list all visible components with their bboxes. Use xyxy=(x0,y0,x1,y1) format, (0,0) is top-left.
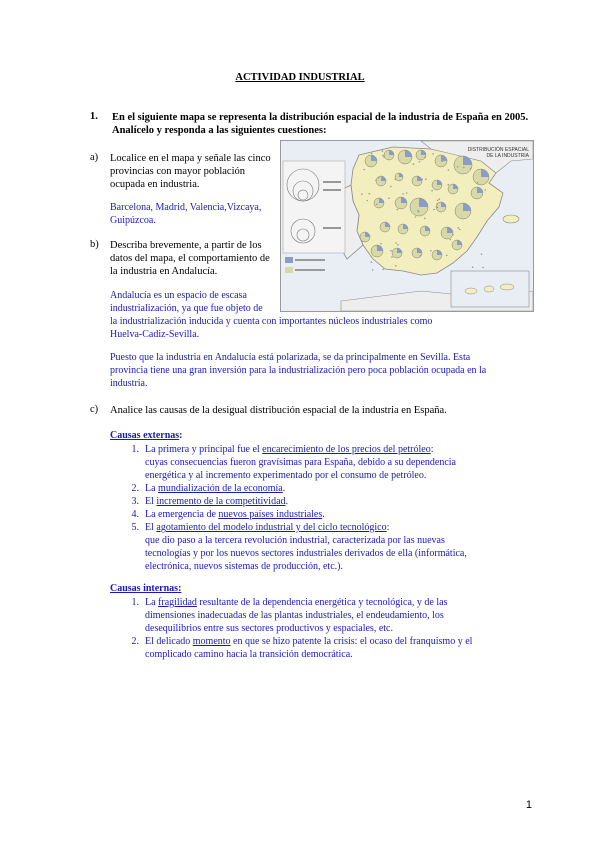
industry-dot xyxy=(376,204,378,206)
text-segment: energética y al incremento experimentado por el consumo de petróleo. xyxy=(145,470,427,481)
list-item-number: 2. xyxy=(131,636,139,647)
industry-dot xyxy=(402,193,404,195)
industry-dot xyxy=(419,161,421,163)
province-pie xyxy=(448,184,458,194)
list-item-text xyxy=(145,482,285,495)
list-item-number: 4. xyxy=(131,509,139,520)
province-pie xyxy=(376,176,386,186)
industry-dot xyxy=(377,245,379,247)
industry-dot xyxy=(397,244,399,246)
text-line: Describa brevemente, a partir de los xyxy=(110,240,262,251)
text-line: provincias con mayor población xyxy=(110,166,246,177)
province-pie xyxy=(374,198,384,208)
item-a-label: a) xyxy=(90,152,99,163)
industry-dot xyxy=(459,229,461,231)
text-segment: en que se hizo patente la crisis: el ocaso del franquismo y el xyxy=(230,636,473,647)
list-item-text xyxy=(145,521,467,573)
text-segment: La emergencia de xyxy=(145,509,219,520)
internas-heading: Causas internas: xyxy=(110,583,182,594)
industry-dot xyxy=(431,190,433,192)
industry-dot xyxy=(388,197,390,199)
question-1-text: En el siguiente mapa se representa la distribución espacial de la industria de España en 2005. Analícelo y responda a las siguientes cuestiones: xyxy=(112,112,529,136)
text-line: provincia tiene una gran inversión para la industrialización pero poca población ocupada en la xyxy=(110,365,487,376)
province-pie xyxy=(416,150,426,160)
text-line: Andalucía es un espacio de escasa xyxy=(110,290,247,301)
industry-dot xyxy=(436,203,438,205)
industry-dot xyxy=(382,150,384,152)
industry-dot xyxy=(406,192,408,194)
externas-heading-wrap xyxy=(110,430,183,441)
item-a-answer xyxy=(110,201,261,227)
province-pie xyxy=(392,248,402,258)
industry-dot xyxy=(457,227,459,229)
list-item xyxy=(125,521,545,573)
province-pie xyxy=(432,250,442,260)
province-pie xyxy=(410,198,428,216)
list-item-text xyxy=(145,443,456,482)
legend-swatch-b xyxy=(285,267,293,273)
province-pie xyxy=(420,226,430,236)
industry-dot xyxy=(371,153,373,155)
industry-dot xyxy=(369,193,371,195)
underlined-phrase: incremento de la competitividad xyxy=(156,496,286,507)
map-title-line2: DE LA INDUSTRIA xyxy=(486,153,529,159)
industry-dot xyxy=(432,153,434,155)
industry-dot xyxy=(446,255,448,257)
text-segment: El delicado xyxy=(145,636,193,647)
list-item xyxy=(125,482,545,495)
province-pie xyxy=(398,224,408,234)
list-item-number: 3. xyxy=(131,496,139,507)
industry-dot xyxy=(417,210,419,212)
industry-dot xyxy=(448,184,450,186)
text-segment: La xyxy=(145,483,159,494)
industry-dot xyxy=(484,173,486,175)
list-item xyxy=(125,508,545,521)
industry-dot xyxy=(361,241,363,243)
industry-dot xyxy=(448,169,450,171)
item-b-answer-1 xyxy=(110,289,540,341)
text-segment: desequilibrios entre sus sectores productivos y espaciales, etc. xyxy=(145,623,393,634)
text-line: Puesto que la industria en Andalucía está polarizada, se da principalmente en Sevilla. Esta xyxy=(110,352,471,363)
industry-dot xyxy=(370,256,372,258)
text-segment: El xyxy=(145,522,157,533)
item-b-label: b) xyxy=(90,239,99,250)
industry-dot xyxy=(363,169,365,171)
industry-dot xyxy=(463,167,465,169)
list-item-number: 1. xyxy=(131,444,139,455)
text-segment: : xyxy=(386,522,390,533)
industry-dot xyxy=(413,163,415,165)
item-c-label: c) xyxy=(90,404,99,415)
province-pie xyxy=(384,150,394,160)
text-segment: resultante de la dependencia energética y tecnológica, y de las xyxy=(196,597,448,608)
list-item-number: 2. xyxy=(131,483,139,494)
map-graphic xyxy=(281,141,533,311)
text-segment: La primera y principal fue el xyxy=(145,444,263,455)
item-b-question xyxy=(110,239,270,278)
text-segment: tecnologías y por los nuevos sectores industriales derivados de ella (informática, xyxy=(145,548,467,559)
legend-swatch-a xyxy=(285,257,293,263)
underlined-phrase: agotamiento del modelo industrial y del ciclo tecnológico xyxy=(156,522,387,533)
industry-dot xyxy=(449,239,451,241)
list-item-text xyxy=(145,508,325,521)
text-line: ocupada en industria. xyxy=(110,179,200,190)
text-segment: complicado camino hacia la transición democrática. xyxy=(145,649,353,660)
text-segment: que dio paso a la tercera revolución industrial, caracterizada por las nuevas xyxy=(145,535,445,546)
province-pie xyxy=(412,176,422,186)
text-line: Localice en el mapa y señale las cinco xyxy=(110,153,271,164)
industry-dot xyxy=(419,203,421,205)
industry-dot xyxy=(375,180,377,182)
text-segment: El xyxy=(145,496,157,507)
map-legend xyxy=(283,161,345,253)
list-item-text xyxy=(145,635,472,661)
text-segment: : xyxy=(430,444,434,455)
list-item xyxy=(125,635,545,661)
legend-line xyxy=(295,269,325,271)
province-pie xyxy=(395,173,403,181)
industry-dot xyxy=(425,178,427,180)
industry-dot xyxy=(366,200,368,202)
item-b-answer-2 xyxy=(110,351,540,390)
externas-list xyxy=(125,443,545,573)
industry-dot xyxy=(378,177,380,179)
legend-line xyxy=(323,181,341,183)
industry-dot xyxy=(430,250,432,252)
legend-line xyxy=(295,259,325,261)
text-segment: cuyas consecuencias fueron gravísimas para España, debido a su dependencia xyxy=(145,457,456,468)
list-item xyxy=(125,495,545,508)
province-pie xyxy=(398,150,412,164)
text-line: industria. xyxy=(110,378,148,389)
text-segment: dimensiones inadecuadas de las plantas industriales, el endeudamiento, los xyxy=(145,610,444,621)
province-pie xyxy=(435,155,447,167)
industry-dot xyxy=(449,228,451,230)
externas-heading: Causas externas xyxy=(110,430,180,441)
industry-dot xyxy=(452,234,454,236)
question-1-number: 1. xyxy=(90,111,98,122)
industry-dot xyxy=(437,207,439,209)
industry-dot xyxy=(418,178,420,180)
province-pie xyxy=(380,222,390,232)
industry-dot xyxy=(420,255,422,257)
industry-dot xyxy=(397,209,399,211)
item-a-question xyxy=(110,152,271,191)
industry-dot xyxy=(395,179,397,181)
industry-dot xyxy=(433,209,435,211)
legend-line xyxy=(323,189,341,191)
province-pie xyxy=(360,232,370,242)
underlined-phrase: mundialización de la economía xyxy=(158,483,283,494)
industry-dot xyxy=(424,218,426,220)
industry-dot xyxy=(383,156,385,158)
industry-dot xyxy=(390,186,392,188)
industry-dot xyxy=(482,267,484,269)
list-item xyxy=(125,443,545,482)
industry-dot xyxy=(395,242,397,244)
text-segment: La xyxy=(145,597,159,608)
page-number: 1 xyxy=(525,799,532,811)
industry-dot xyxy=(391,256,393,258)
page-title: ACTIVIDAD INDUSTRIAL xyxy=(235,72,365,83)
industry-dot xyxy=(446,159,448,161)
industry-dot xyxy=(421,179,423,181)
industry-dot xyxy=(372,269,374,271)
text-segment: . xyxy=(282,483,286,494)
spain-industry-map xyxy=(280,140,534,312)
province-pie xyxy=(365,155,377,167)
text-line: Huelva-Cadiz-Sevilla. xyxy=(110,329,200,340)
item-c-question: Analice las causas de la desigual distribución espacial de la industria en España. xyxy=(110,405,447,416)
legend-line xyxy=(323,227,341,229)
industry-dot xyxy=(417,251,419,253)
industry-dot xyxy=(382,269,384,271)
list-item xyxy=(125,596,545,635)
internas-list xyxy=(125,596,545,661)
province-pie xyxy=(455,203,471,219)
text-segment: . xyxy=(285,496,289,507)
industry-dot xyxy=(481,253,483,255)
text-line: Guipúzcoa. xyxy=(110,215,156,226)
industry-dot xyxy=(437,200,439,202)
text-line: industrialización, ya que fue objeto de xyxy=(110,303,263,314)
text-segment: electrónica, nuevos sistemas de producción, etc.). xyxy=(145,561,343,572)
province-pie xyxy=(432,180,442,190)
province-pie xyxy=(412,248,422,258)
industry-dot xyxy=(382,155,384,157)
list-item-text xyxy=(145,596,447,635)
text-segment: . xyxy=(322,509,325,520)
industry-dot xyxy=(361,193,363,195)
text-line: la industria en Andalucía. xyxy=(110,266,218,277)
province-pie xyxy=(452,240,462,250)
province-pie xyxy=(395,197,407,209)
industry-dot xyxy=(472,266,474,268)
underlined-phrase: nuevos países industriales xyxy=(218,509,323,520)
province-pie xyxy=(473,169,489,185)
industry-dot xyxy=(390,250,392,252)
industry-dot xyxy=(441,161,443,163)
industry-dot xyxy=(371,261,373,263)
map-title-line1: DISTRIBUCIÓN ESPACIAL xyxy=(467,147,529,153)
underlined-phrase: momento xyxy=(192,636,231,647)
industry-dot xyxy=(439,198,441,200)
text-line: Barcelona, Madrid, Valencia,Vizcaya, xyxy=(110,202,262,213)
underlined-phrase: encarecimiento de los precios del petróleo xyxy=(262,444,431,455)
industry-dot xyxy=(424,156,426,158)
underlined-phrase: fragilidad xyxy=(158,597,197,608)
industry-dot xyxy=(395,265,397,267)
province-pie xyxy=(454,156,472,174)
industry-dot xyxy=(380,243,382,245)
province-pie xyxy=(471,187,483,199)
text-line: la industrialización inducida y cuenta con importantes núcleos industriales como xyxy=(110,316,433,327)
industry-dot xyxy=(484,189,486,191)
industry-dot xyxy=(422,200,424,202)
industry-dot xyxy=(415,216,417,218)
industry-dot xyxy=(477,182,479,184)
province-pie xyxy=(441,227,453,239)
industry-dot xyxy=(470,168,472,170)
list-item-text xyxy=(145,495,288,508)
map-balearic xyxy=(503,215,519,223)
list-item-number: 1. xyxy=(131,597,139,608)
externas-colon: : xyxy=(179,430,183,441)
text-line: datos del mapa, el comportamiento de xyxy=(110,253,270,264)
list-item-number: 5. xyxy=(131,522,139,533)
industry-dot xyxy=(457,166,459,168)
